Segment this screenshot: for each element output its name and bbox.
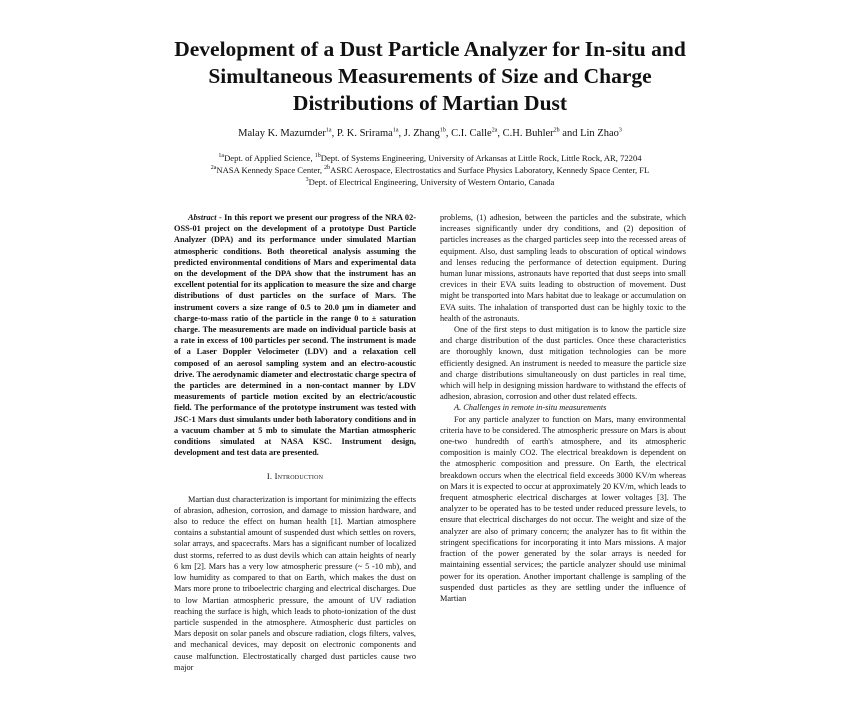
section-title: Introduction: [274, 471, 324, 482]
left-column: [174, 212, 416, 673]
abstract-label: Abstract: [188, 213, 217, 222]
challenges-paragraph-1: For any particle analyzer to function on Mars, many environmental criteria have to be considered. The atmospheric pressure on Mars is about one-two hundredth of earth's atmosphere, and its atmospheric composition is mainly CO2. The electrical breakdown is dependent on the atmospheric composition and pressure. On Earth, the electrical breakdown occurs when the electrical field exceeds 3000 KV/m whereas on Mars it is expected to occur at approximately 20 KV/m, which leads to frequent atmospheric electrical discharges at lower voltages [3]. The analyzer to be operated has to be tested under reduced pressure levels, to ensure that electrical discharges do not occur. The weight and size of the analyzer are also of primary concern; the analyzer has to fit within the stringent specifications for incorporating it into Mars missions. A major fraction of the power generated by the solar arrays is needed for maintaining essential services; the particle analyzer should use minimal power for its operation. Another important challenge is sampling of the suspended dust particles as they are settling under the influence of Martian: [440, 414, 686, 603]
subsection-heading-challenges: A. Challenges in remote in-situ measurements: [454, 403, 607, 413]
right-column: [440, 212, 686, 604]
abstract: [174, 212, 416, 458]
affiliation-line-2: $^{2a}$NASA Kennedy Space Center, $^{2b}$ASRC Aerospace, Electrostatics and Surface Physics Laboratory, Kennedy Space Center, FL: [210, 165, 650, 175]
paper-title: Development of a Dust Particle Analyzer for In-situ and Simultaneous Measurements of Size and Charge Distributions of Martian Dust: [174, 37, 686, 115]
affiliation-line-3: $^3$Dept. of Electrical Engineering, University of Western Ontario, Canada: [305, 177, 555, 187]
affiliation-line-1: $^{1a}$Dept. of Applied Science, $^{1b}$Dept. of Systems Engineering, University of Arkansas at Little Rock, Little Rock, AR, 72204: [218, 153, 642, 163]
author-list: Malay K. Mazumder$^{1a}$, P. K. Srirama$^{1a}$, J. Zhang$^{1b}$, C.I. Calle$^{2a}$, C.H. Buhler$^{2b}$ and Lin Zhao$^3$: [238, 127, 622, 139]
abstract-text: - In this report we present our progress of the NRA 02-OSS-01 project on the development of a prototype Dust Particle Analyzer (DPA) and its performance under simulated Martian atmospheric conditions. Both theoretical analysis assuming the predicted environmental conditions of Mars and experimental data on the development of the DPA show that the instrument has an excellent potential for its application to measure the size and charge distributions of dust particles on the surface of Mars. The instrument covers a size range of 0.5 to 20.0 μm in diameter and charge-to-mass ratio of the particle in the range 0 to ± saturation charge. The measurements are made on individual particle basis at a rate in excess of 100 particles per second. The instrument is made of a Laser Doppler Velocimeter (LDV) and a relaxation cell composed of an aerosol sampling system and an electro-acoustic drive. The aerodynamic diameter and electrostatic charge spectra of the particles are determined in a non-contact manner by LDV measurements of particle motion excited by an electric/acoustic field. The performance of the prototype instrument was tested with JSC-1 Mars dust simulants under both laboratory conditions and in a vacuum chamber at 5 mb to simulate the Martian atmospheric conditions simulated at NASA KSC. Instrument design, development and test data are presented.: [174, 213, 416, 458]
intro-paragraph-3: One of the first steps to dust mitigation is to know the particle size and charge distribution of the dust particles. Once these characteristics are thoroughly known, dust mitigation technologies can be more efficiently designed. An instrument is needed to measure the particle size and charge distributions simultaneously on dust particles in real time, which will help in designing mission hardware to withstand the effects of adhesion, abrasion, corrosion and other dust related effects.: [440, 325, 686, 402]
intro-paragraph-1: Martian dust characterization is important for minimizing the effects of abrasion, adhesion, corrosion, and damage to mission hardware, and also to reduce the effect on human health [1]. Martian atmosphere contains a substantial amount of suspended dust which settles on rovers, solar arrays, and spacecrafts. Mars has a significant number of localized dust storms, referred to as dust devils which can attain heights of nearly 6 km [2]. Mars has a very low atmospheric pressure (~ 5 -10 mb), and low humidity as compared to that on Earth, which makes the dust on Mars more prone to triboelectric charging and electrical discharges. Due to low Martian atmospheric pressure, the amount of UV radiation reaching the surface is high, which leads to photo-ionization of the dust particle suspended in the atmosphere. Atmospheric dust particles on Mars deposit on solar panels and obscure radiation, clogs filters, valves, and mechanical devices, may deposit on electronic components and cause malfunction. Electrostatically charged dust particles cause two major: [174, 494, 416, 672]
intro-paragraph-2: problems, (1) adhesion, between the particles and the substrate, which increases significantly under dry conditions, and (2) deposition of particles increases as the charged particles seep into the recessed areas of equipment. Also, dust sampling leads to obscuration of optical windows and lenses reducing the performance of detection equipment. During human lunar missions, astronauts have reported that dust seeps into small crevices in their EVA suits leading to obstruction of movement. Dust might be transported into Mars habitat due to leakage or accumulation on EVA suits. The inhalation of transported dust can be highly toxic to the health of the astronauts.: [440, 213, 686, 323]
affiliations: [100, 152, 760, 188]
section-number: I.: [266, 471, 273, 482]
section-heading-introduction: [174, 471, 416, 482]
